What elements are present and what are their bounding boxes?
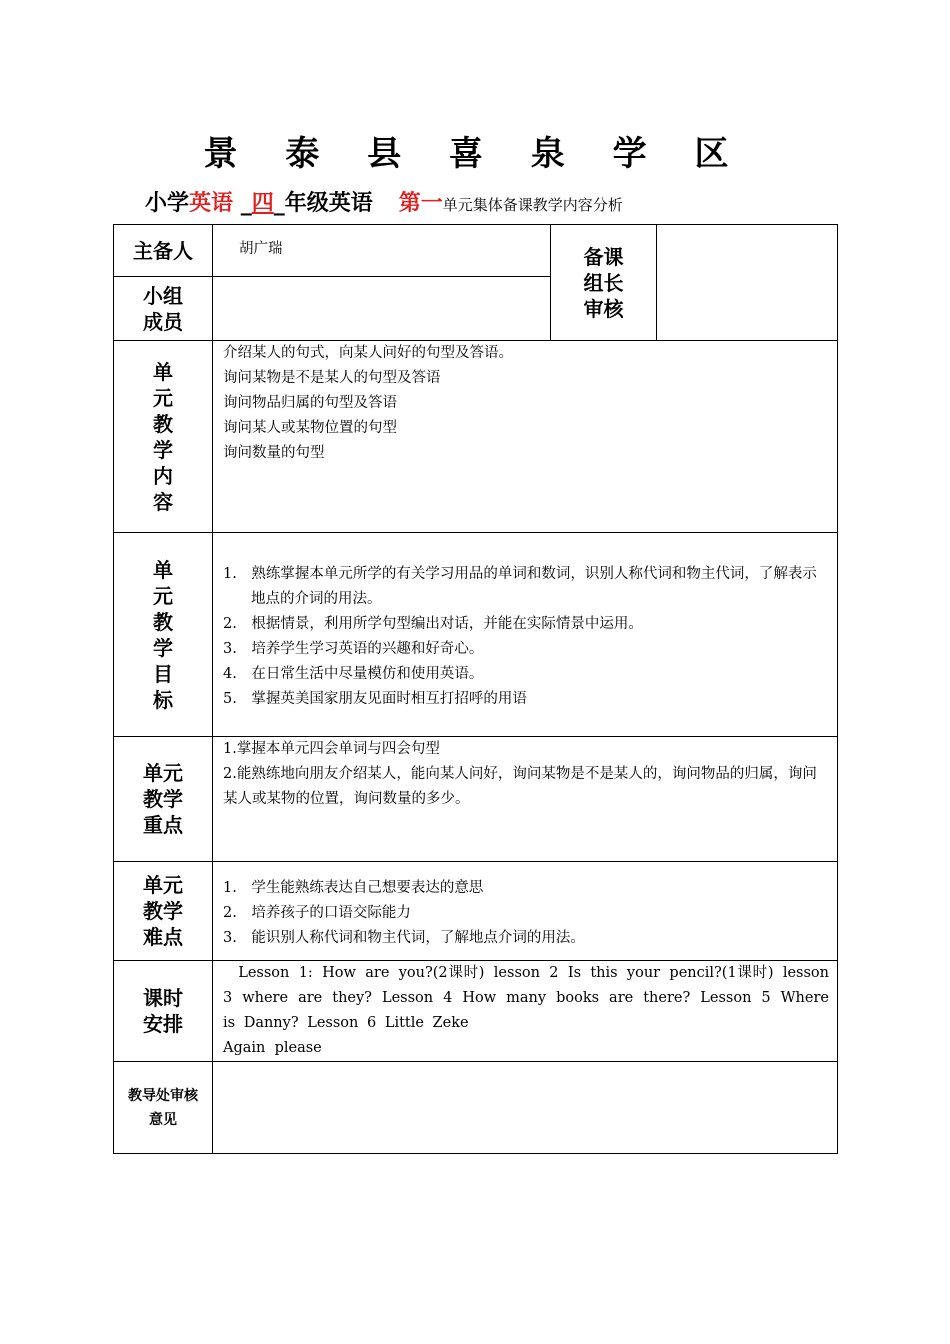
schedule-label-text: 课时安排 (143, 986, 183, 1036)
subtitle-grade: 四 (251, 190, 274, 216)
content-label-text: 单元教学内容 (153, 359, 173, 514)
office-label (114, 1062, 213, 1154)
difficult-item: 3. 能识别人称代词和物主代词，了解地点介词的用法。 (223, 929, 585, 946)
subtitle-rest: 单元集体备课教学内容分析 (442, 196, 623, 214)
members-label-text: 小组成员 (143, 283, 183, 334)
goal-item: 5. 掌握英美国家朋友见面时相互打招呼的用语 (223, 690, 527, 707)
goals-label-text: 单元教学目标 (153, 557, 173, 712)
page-title: 景 泰 县 喜 泉 学 区 (203, 134, 747, 174)
content-line: 询问某人或某物位置的句型 (223, 420, 397, 436)
subtitle-unit: 第一 (398, 190, 443, 216)
members-value (213, 277, 551, 341)
goal-item: 4. 在日常生活中尽量模仿和使用英语。 (223, 665, 484, 682)
review-label-text: 备课组长审核 (583, 244, 624, 321)
goals-cell (213, 533, 838, 737)
key-label (114, 737, 213, 862)
subtitle-gap: _ (233, 190, 252, 216)
goal-item: 3. 培养学生学习英语的兴趣和好奇心。 (223, 640, 484, 657)
content-line: 介绍某人的句式，向某人问好的句型及答语。 (223, 345, 513, 361)
review-label (551, 225, 657, 341)
content-line: 询问某物是不是某人的句型及答语 (223, 370, 441, 386)
difficult-item: 2. 培养孩子的口语交际能力 (223, 904, 411, 921)
lesson-plan-table (113, 224, 838, 1154)
schedule-last: Again please (223, 1040, 322, 1056)
content-label (114, 341, 213, 533)
content-line: 询问物品归属的句型及答语 (223, 395, 397, 411)
goal-item: 1. 熟练掌握本单元所学的有关学习用品的单词和数词，识别人称代词和物主代词，了解表示地点的介词的用法。 (223, 565, 817, 607)
review-value (657, 225, 838, 341)
difficult-cell (213, 862, 838, 961)
members-label (114, 277, 213, 341)
office-label-text: 教导处审核意见 (128, 1087, 198, 1128)
key-line: 1.掌握本单元四会单词与四会句型 (223, 741, 440, 757)
key-cell (213, 737, 838, 862)
difficult-label-text: 单元教学难点 (143, 873, 183, 949)
goals-list (223, 562, 829, 712)
difficult-label (114, 862, 213, 961)
difficult-item: 1. 学生能熟练表达自己想要表达的意思 (223, 879, 484, 896)
schedule-text: Lesson 1: How are you?(2课时) lesson 2 Is this your pencil?(1课时) lesson 3 where are they? Lesson 4 How many books are there? Lesson 5 Where is Danny? Lesson 6 Little Zeke (223, 965, 829, 1031)
schedule-label (114, 961, 213, 1062)
lead-label: 主备人 (114, 225, 213, 277)
subtitle-part1: 小学 (145, 190, 190, 216)
page-subtitle (145, 186, 623, 217)
key-line: 2.能熟练地向朋友介绍某人，能向某人问好，询问某物是不是某人的，询问物品的归属，询问某人或某物的位置，询问数量的多少。 (223, 766, 817, 807)
goals-label (114, 533, 213, 737)
goal-item: 2. 根据情景，利用所学句型编出对话，并能在实际情景中运用。 (223, 615, 643, 632)
difficult-list (223, 876, 829, 951)
subtitle-part2: _年级英语 (273, 190, 373, 216)
lead-value: 胡广瑞 (213, 225, 551, 277)
subtitle-subject: 英语 (189, 190, 234, 216)
key-label-text: 单元教学重点 (143, 761, 183, 837)
schedule-cell (213, 961, 838, 1062)
content-cell (213, 341, 838, 533)
office-value (213, 1062, 838, 1154)
content-line: 询问数量的句型 (223, 445, 325, 461)
